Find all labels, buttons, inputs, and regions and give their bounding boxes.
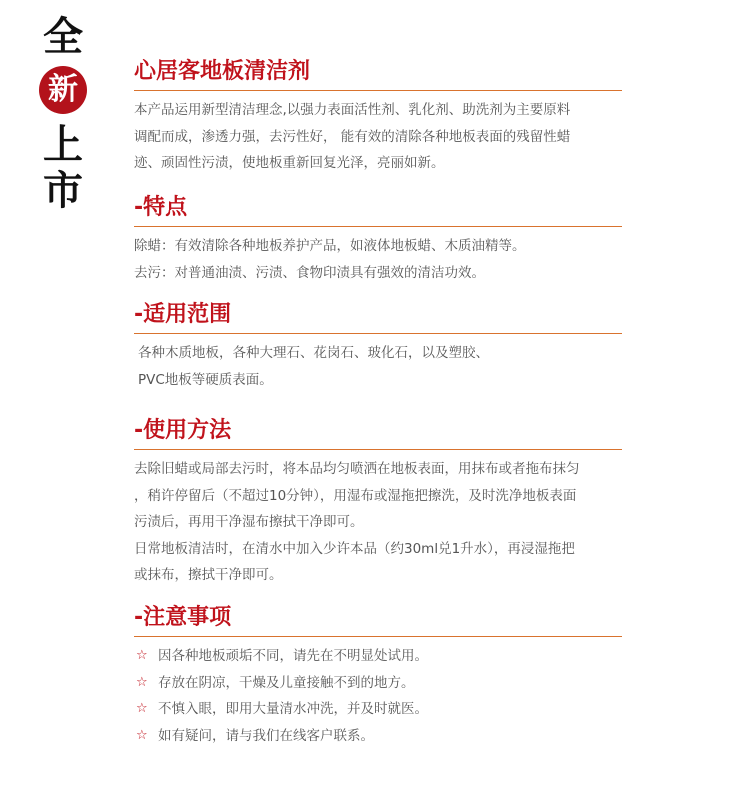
banner-circle-xin [39, 66, 87, 114]
intro-section [134, 58, 622, 177]
star-outline-icon: ☆ [136, 648, 148, 663]
scope-heading: -适用范围 [134, 301, 622, 334]
product-title: 心居客地板清洁剂 [134, 58, 622, 91]
usage-text [134, 456, 634, 589]
notes-heading: -注意事项 [134, 604, 622, 637]
scope-line: 各种木质地板，各种大理石、花岗石、玻化石，以及塑胶、 [138, 345, 489, 361]
note-text: 不慎入眼，即用大量清水冲洗，并及时就医。 [158, 701, 428, 717]
scope-text [134, 340, 638, 393]
features-heading: -特点 [134, 194, 622, 227]
banner-char-shang: 上 [43, 121, 83, 168]
note-text: 如有疑问，请与我们在线客户联系。 [158, 727, 374, 744]
new-arrival-banner [36, 14, 90, 214]
banner-char-quan: 全 [43, 13, 83, 60]
intro-line: 本产品运用新型清洁理念,以强力表面活性剂、乳化剂、助洗剂为主要原料 [134, 102, 571, 118]
banner-char-xin: 新 [48, 72, 78, 107]
usage-line: 污渍后，再用干净湿布擦拭干净即可。 [134, 514, 364, 530]
star-outline-icon: ☆ [136, 727, 148, 743]
list-item [134, 723, 622, 750]
star-outline-icon: ☆ [136, 674, 148, 690]
note-text: 存放在阴凉，干燥及儿童接触不到的地方。 [158, 674, 415, 691]
usage-line: ，稍许停留后（不超过10分钟），用湿布或湿拖把擦洗，及时洗净地板表面 [134, 487, 577, 504]
usage-line: 或抹布，擦拭干净即可。 [134, 567, 283, 583]
scope-line: PVC地板等硬质表面。 [138, 371, 273, 388]
list-item [134, 696, 622, 723]
features-text [134, 233, 634, 286]
intro-line: 迹、顽固性污渍，使地板重新回复光泽，亮丽如新。 [134, 155, 445, 171]
features-section [134, 194, 622, 286]
list-item [134, 643, 622, 670]
feature-line: 去污：对普通油渍、污渍、食物印渍具有强效的清洁功效。 [134, 264, 485, 281]
banner-char-shi: 市 [43, 167, 83, 214]
note-text: 因各种地板顽垢不同，请先在不明显处试用。 [158, 648, 428, 664]
intro-text [134, 97, 634, 177]
star-outline-icon: ☆ [136, 701, 148, 716]
intro-line: 调配而成，渗透力强，去污性好， 能有效的清除各种地板表面的残留性蜡 [134, 128, 571, 145]
notes-list [134, 643, 622, 749]
feature-line: 除蜡：有效清除各种地板养护产品，如液体地板蜡、木质油精等。 [134, 238, 526, 254]
scope-section [134, 301, 622, 393]
list-item [134, 670, 622, 697]
notes-section [134, 604, 622, 749]
usage-line: 去除旧蜡或局部去污时，将本品均匀喷洒在地板表面，用抹布或者拖布抹匀 [134, 461, 580, 477]
usage-heading: -使用方法 [134, 417, 622, 450]
usage-line: 日常地板清洁时，在清水中加入少许本品（约30ml兑1升水），再浸湿拖把 [134, 540, 575, 557]
usage-section [134, 417, 622, 589]
